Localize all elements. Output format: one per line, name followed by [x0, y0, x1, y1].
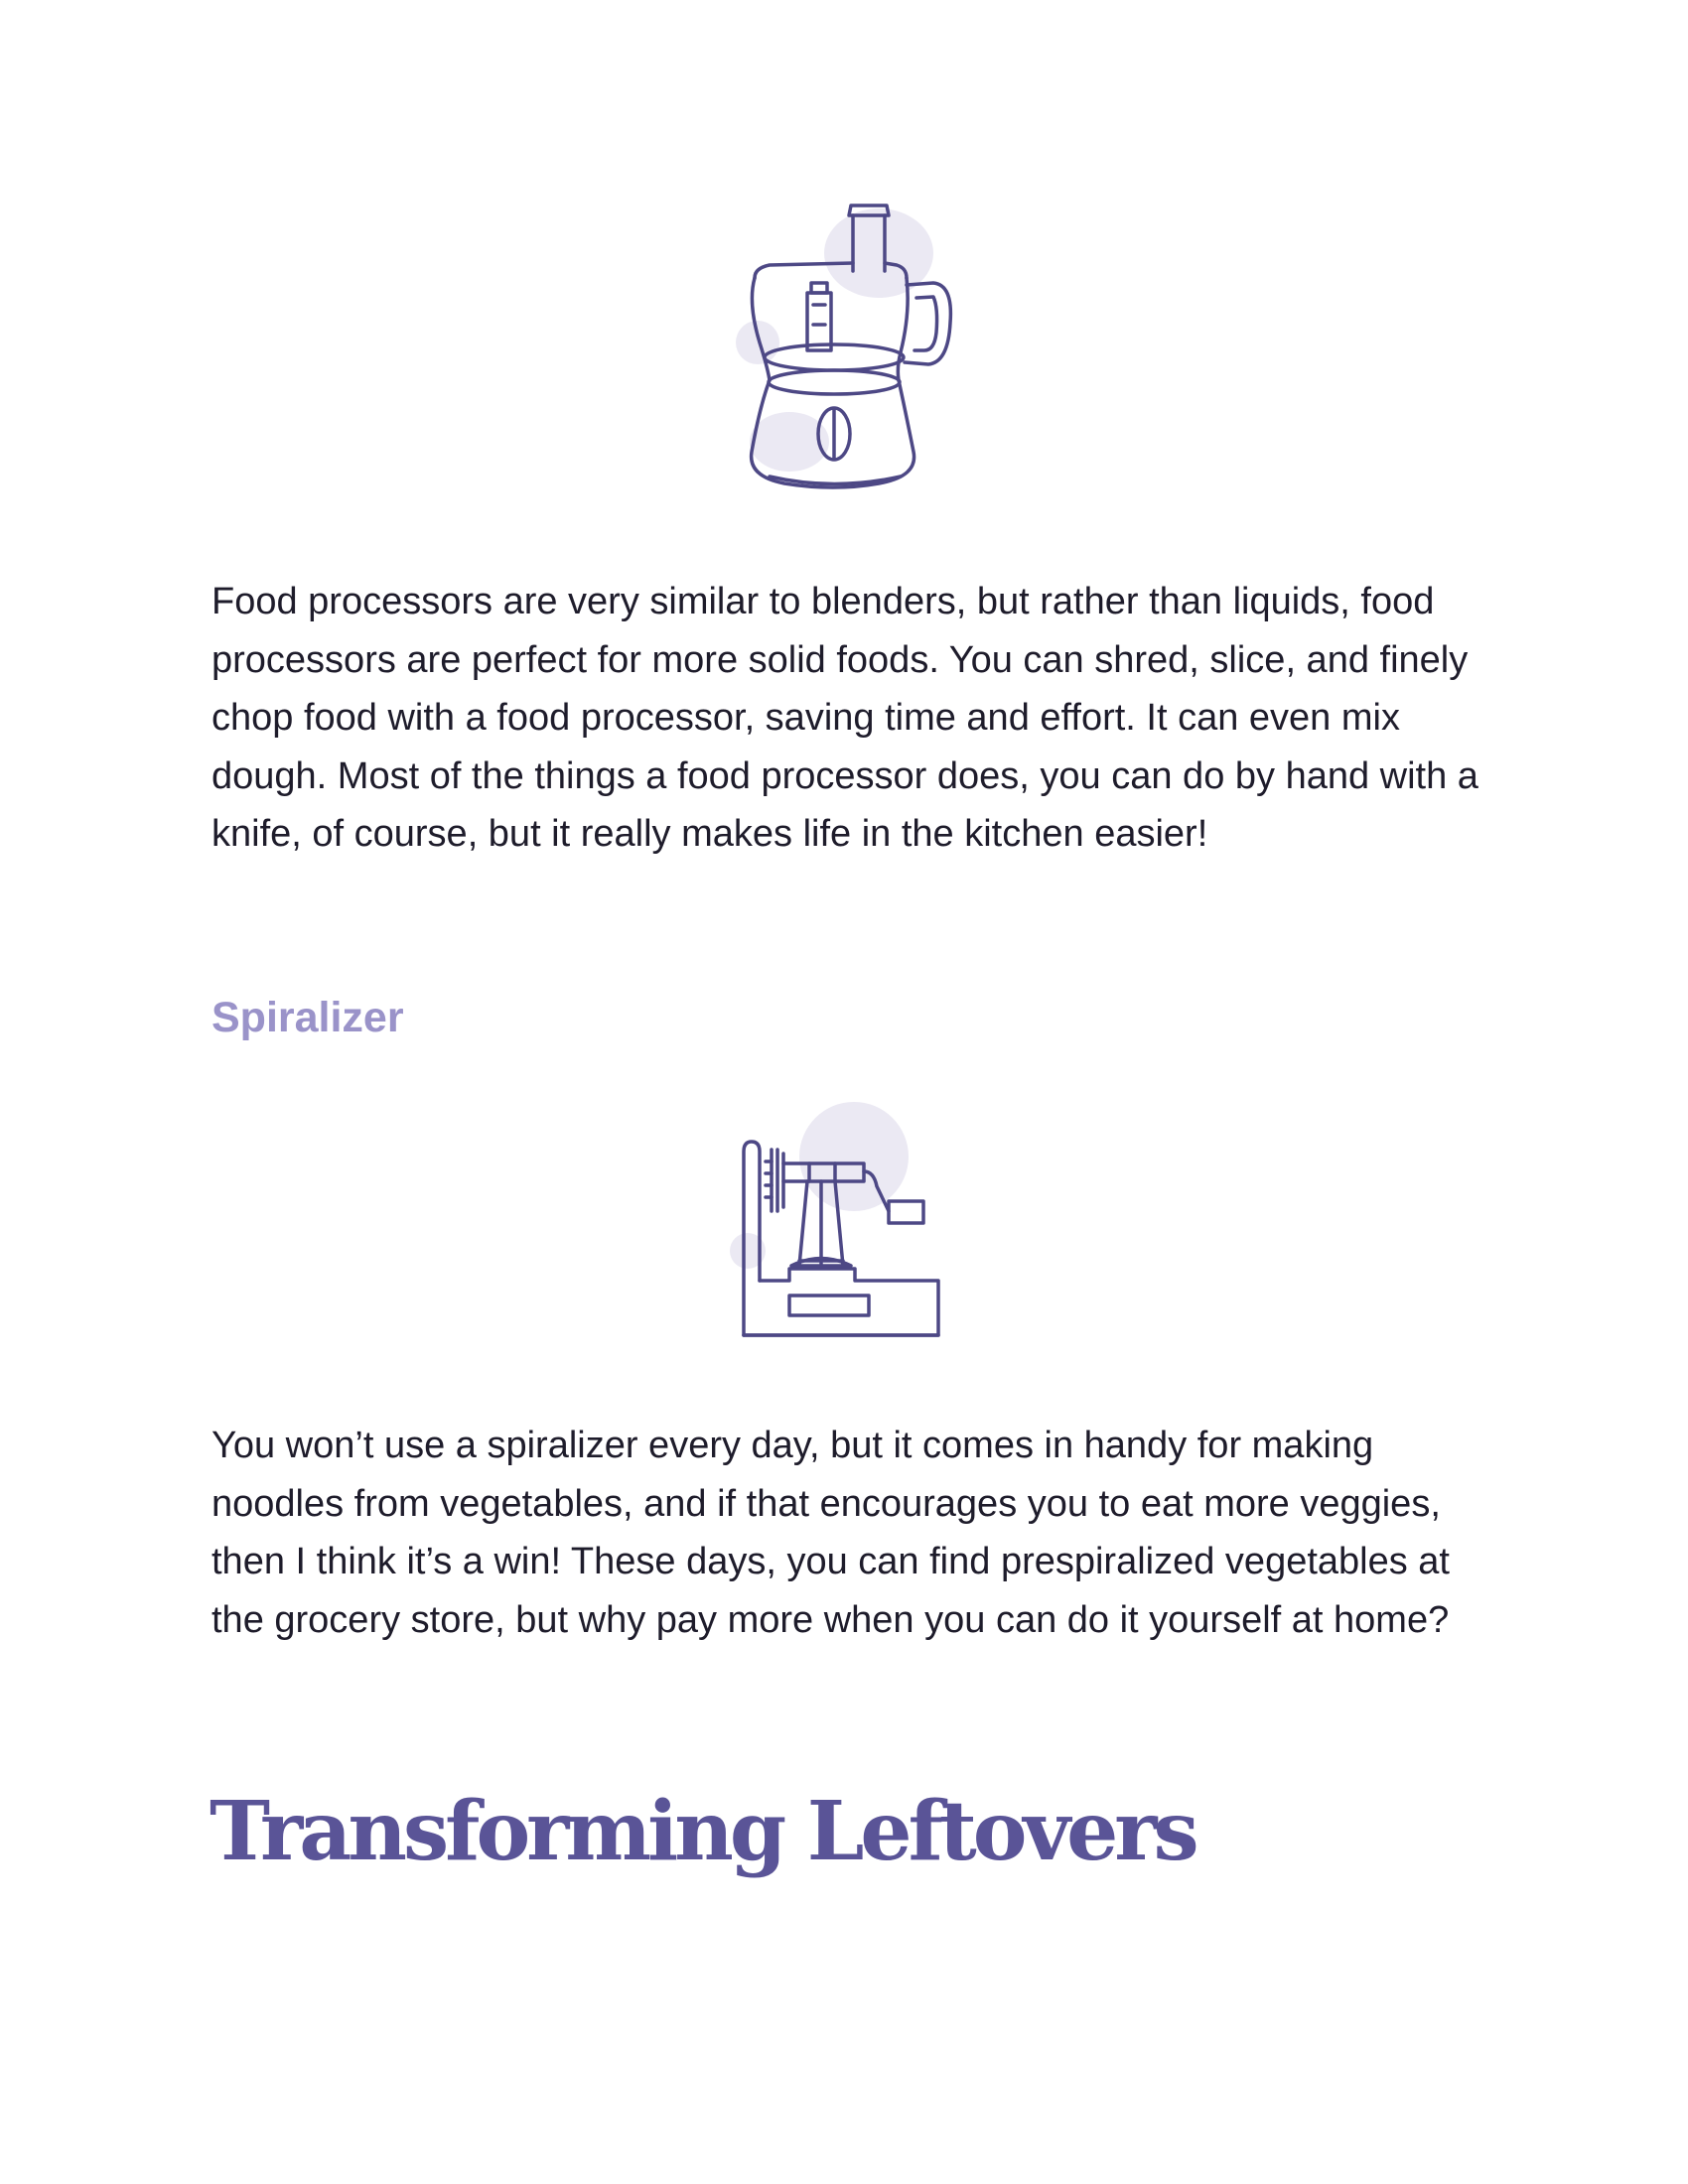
- spiralizer-paragraph: You won’t use a spiralizer every day, but it comes in handy for making noodles from vegetables, and if that encourages you to eat more veggies, then I think it’s a win! These days, you can find prespiralized vegetables at the grocery store, but why pay more when you can do it yourself at home?: [211, 1425, 1450, 1641]
- spiralizer-heading: Spiralizer: [211, 994, 404, 1041]
- food-processor-icon: [730, 194, 958, 501]
- section-title: Transforming Leftovers: [210, 1784, 1196, 1879]
- spiralizer-icon: [730, 1102, 963, 1345]
- food-processor-paragraph: Food processors are very similar to blenders, but rather than liquids, food processors are perfect for more solid foods. You can shred, slice, and finely chop food with a food processor, saving time and effort. It can even mix dough. Most of the things a food processor does, you can do by hand with a knife, of course, but it really makes life in the kitchen easier!: [211, 581, 1478, 855]
